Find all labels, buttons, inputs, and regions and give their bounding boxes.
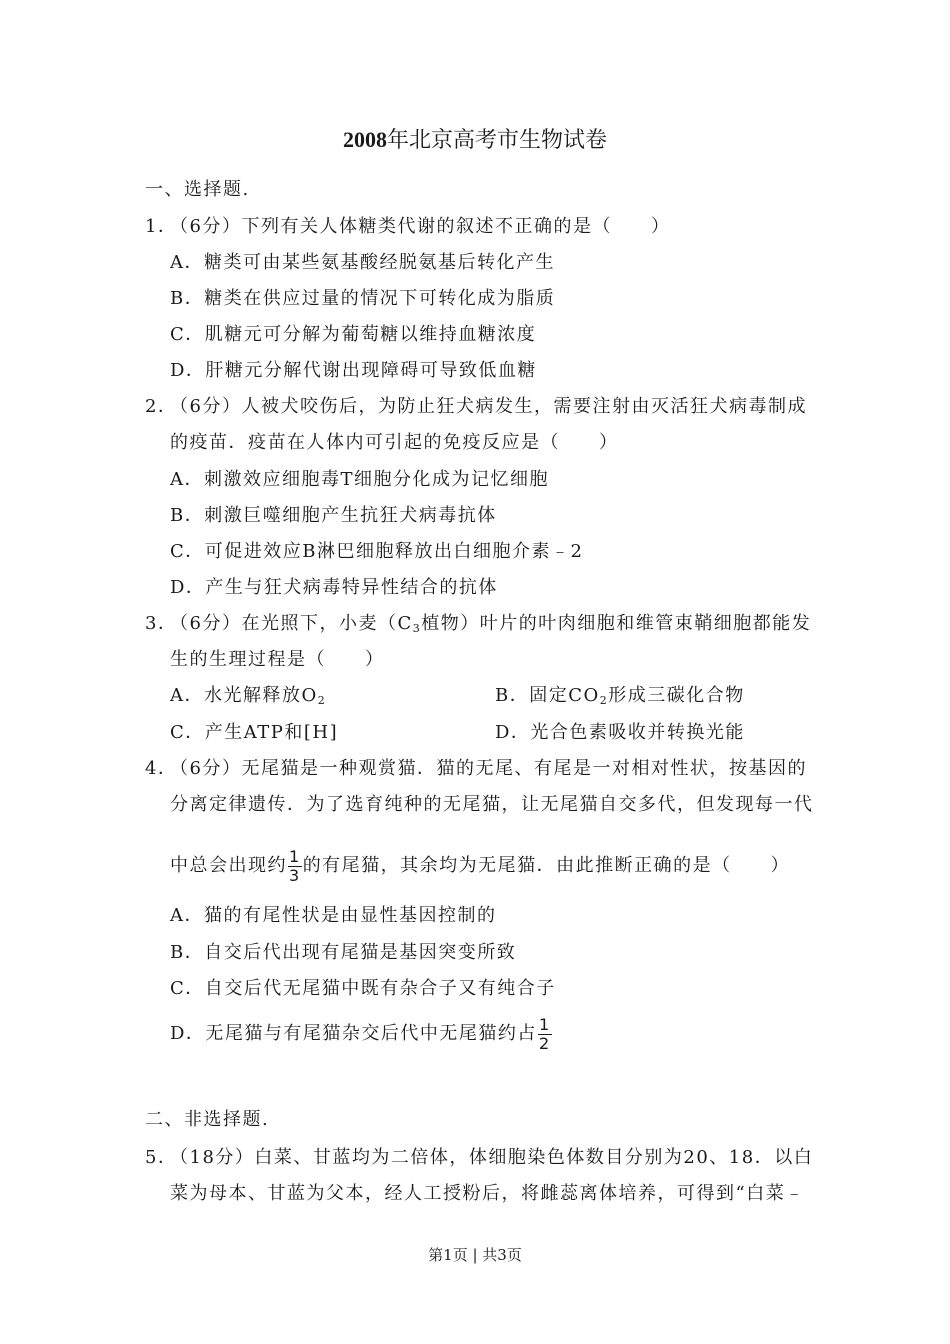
question-text: （18分）白菜、甘蓝均为二倍体，体细胞染色体数目分别为20、18．以白 — [170, 1147, 814, 1168]
question-number: 4． — [145, 758, 178, 779]
section-heading-choice: 一、选择题. — [145, 179, 250, 200]
question-text: （6分）在光照下，小麦（$C_3$植物）叶片的叶肉细胞和维管束鞘细胞都能发 — [170, 613, 812, 635]
question-text-cont-2: 中总会出现约 $\frac{1}{3}$ 的有尾猫，其余均为无尾猫．由此推断正确的是（ ） — [170, 846, 791, 885]
page-title: 2008年北京高考市生物试卷 — [342, 127, 607, 153]
option-a: A．刺激效应细胞毒T细胞分化成为记忆细胞 — [170, 469, 550, 490]
option-d: D．产生与狂犬病毒特异性结合的抗体 — [170, 577, 498, 598]
question-text: （6分）下列有关人体糖类代谢的叙述不正确的是（ ） — [170, 216, 671, 237]
question-number: 2． — [145, 396, 178, 417]
fraction-one-half: $\frac{1}{2}$ — [538, 1014, 551, 1053]
question-text-cont: 分离定律遗传．为了选育纯种的无尾猫，让无尾猫自交多代，但发现每一代 — [170, 794, 814, 815]
page-footer: 第1页 | 共3页 — [428, 1246, 522, 1264]
option-c: C．产生ATP和[H] — [170, 722, 339, 743]
question-number: 3． — [145, 613, 178, 634]
option-a: A．糖类可由某些氨基酸经脱氨基后转化产生 — [170, 252, 555, 273]
option-c: C．自交后代无尾猫中既有杂合子又有纯合子 — [170, 978, 556, 999]
option-c: C．肌糖元可分解为葡萄糖以维持血糖浓度 — [170, 324, 537, 345]
section-heading-non-choice: 二、非选择题. — [145, 1109, 270, 1130]
option-d: D．无尾猫与有尾猫杂交后代中无尾猫约占 $\frac{1}{2}$ — [170, 1014, 551, 1053]
option-b: B．刺激巨噬细胞产生抗狂犬病毒抗体 — [170, 505, 497, 526]
option-a: A．猫的有尾性状是由显性基因控制的 — [170, 905, 497, 926]
question-text-cont: 生的生理过程是（ ） — [170, 649, 385, 670]
fraction-one-third: $\frac{1}{3}$ — [289, 846, 301, 885]
option-d: D．肝糖元分解代谢出现障碍可导致低血糖 — [170, 360, 537, 381]
question-number: 1． — [145, 216, 178, 237]
question-number: 5． — [145, 1147, 178, 1168]
question-text-cont: 的疫苗．疫苗在人体内可引起的免疫反应是（ ） — [170, 432, 619, 453]
question-text: （6分）人被犬咬伤后，为防止狂犬病发生，需要注射由灭活狂犬病毒制成 — [170, 396, 807, 417]
option-b: B．自交后代出现有尾猫是基因突变所致 — [170, 942, 517, 963]
option-d: D．光合色素吸收并转换光能 — [495, 722, 745, 743]
question-text-cont: 菜为母本、甘蓝为父本，经人工授粉后，将雌蕊离体培养，可得到“白菜﹣ — [170, 1183, 805, 1204]
option-b: B．固定$CO_2$形成三碳化合物 — [495, 685, 745, 707]
option-c: C．可促进效应B淋巴细胞释放出白细胞介素﹣2 — [170, 541, 584, 562]
option-b: B．糖类在供应过量的情况下可转化成为脂质 — [170, 288, 556, 309]
question-text: （6分）无尾猫是一种观赏猫．猫的无尾、有尾是一对相对性状，按基因的 — [170, 758, 807, 779]
option-a: A．水光解释放$O_2$ — [170, 685, 327, 707]
